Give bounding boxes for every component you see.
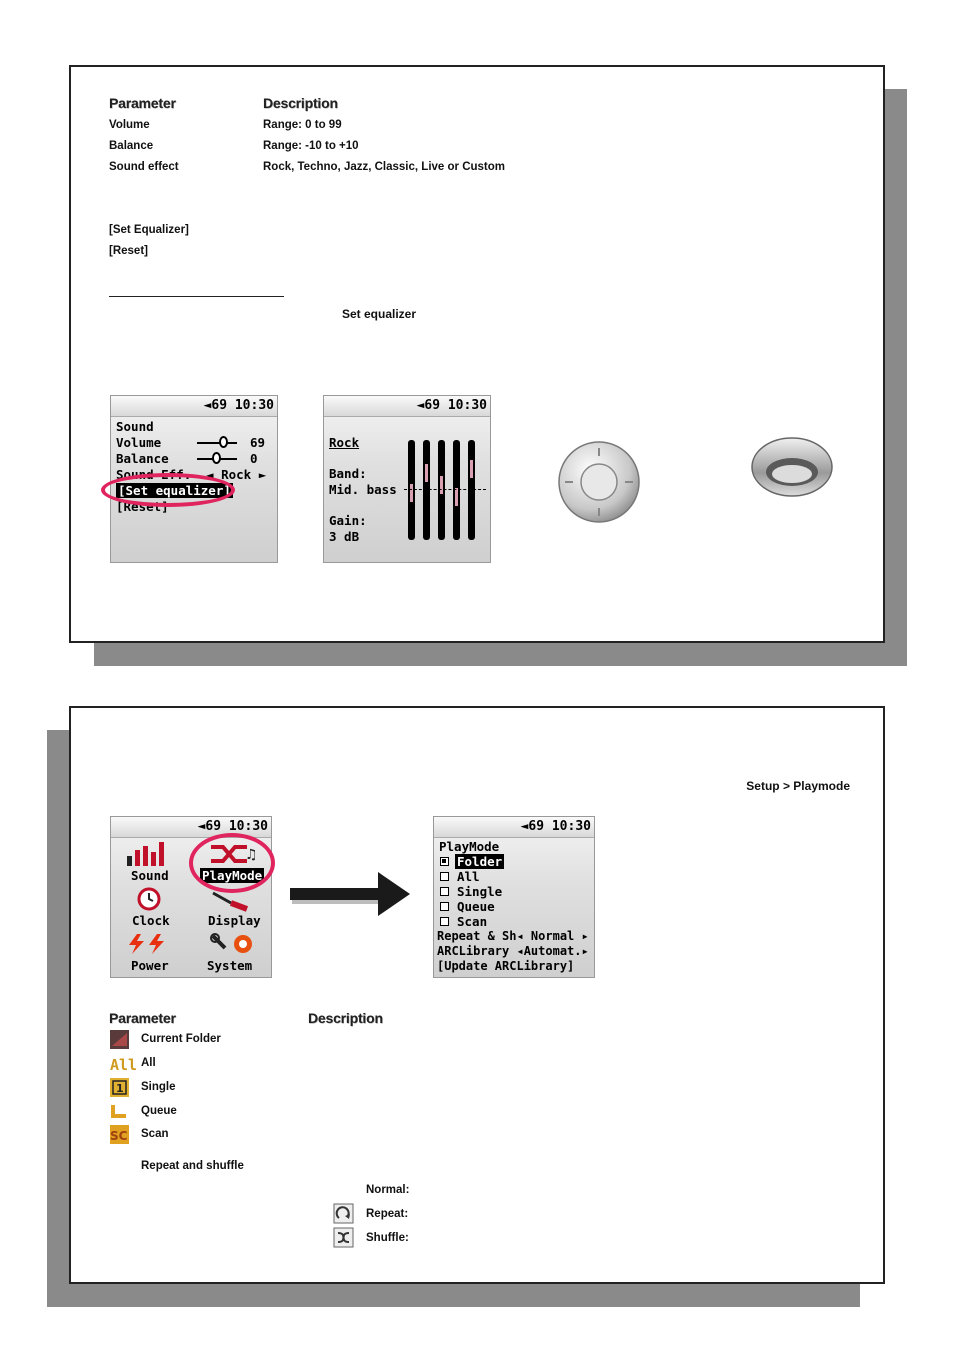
eq-band-level bbox=[470, 460, 473, 478]
menu-clock[interactable]: Clock bbox=[132, 913, 170, 928]
speaker-icon: ◄ bbox=[197, 819, 206, 834]
eq-bars bbox=[408, 440, 488, 540]
playmode-title: PlayMode bbox=[439, 839, 500, 854]
screen-volume-label: Volume bbox=[116, 435, 162, 450]
balance-value: 0 bbox=[250, 451, 258, 466]
balance-slider-knob bbox=[212, 452, 221, 464]
screen-balance-label: Balance bbox=[116, 451, 169, 466]
checkbox-all[interactable] bbox=[440, 872, 449, 881]
table-header-parameter: Parameter bbox=[109, 95, 176, 111]
eq-band-label: Band: bbox=[329, 466, 367, 481]
divider-line bbox=[109, 296, 284, 297]
menu-system[interactable]: System bbox=[207, 958, 253, 973]
table-header-parameter: Parameter bbox=[109, 1010, 176, 1026]
device-screen-playmode bbox=[433, 816, 595, 978]
arclibrary-row[interactable]: ARCLibrary ◂Automat.▸ bbox=[437, 944, 589, 958]
sub-shuffle: Shuffle: bbox=[366, 1232, 409, 1244]
screen-set-equalizer[interactable]: [Set equalizer] bbox=[118, 483, 231, 498]
param-balance: Balance bbox=[109, 140, 154, 152]
table-header-description: Description bbox=[263, 95, 338, 111]
status-bar bbox=[324, 396, 490, 417]
volume-value: 69 bbox=[250, 435, 266, 450]
checkbox-queue[interactable] bbox=[440, 902, 449, 911]
eq-preset: Rock bbox=[329, 435, 360, 450]
highlight-circle bbox=[189, 833, 275, 893]
menu-sound[interactable]: Sound bbox=[131, 868, 169, 883]
status-bar bbox=[434, 817, 594, 838]
param-current-folder: Current Folder bbox=[141, 1033, 221, 1045]
option-single[interactable]: Single bbox=[457, 884, 503, 899]
all-mode-icon bbox=[110, 1054, 138, 1074]
checkbox-single[interactable] bbox=[440, 887, 449, 896]
menu-playmode[interactable]: PlayMode bbox=[202, 868, 263, 883]
eq-zero-line bbox=[404, 489, 486, 490]
option-queue[interactable]: Queue bbox=[457, 899, 495, 914]
eq-band-bar[interactable] bbox=[423, 440, 430, 540]
param-sound-effect: Sound effect bbox=[109, 161, 179, 173]
status-text: 69 10:30 bbox=[424, 398, 487, 413]
caption-set-equalizer: Set equalizer bbox=[342, 307, 417, 321]
eq-band-level bbox=[440, 476, 443, 494]
highlight-circle bbox=[101, 473, 235, 507]
checkbox-folder[interactable] bbox=[440, 857, 449, 866]
power-icon bbox=[127, 932, 171, 956]
breadcrumb-path: Setup > Playmode bbox=[746, 779, 850, 793]
option-scan[interactable]: Scan bbox=[457, 914, 488, 929]
scan-mode-icon bbox=[110, 1125, 129, 1144]
status-bar bbox=[111, 396, 277, 417]
status-text: 69 10:30 bbox=[528, 819, 591, 834]
speaker-icon: ◄ bbox=[416, 398, 425, 413]
eq-band-level bbox=[425, 464, 428, 482]
param-set-equalizer: [Set Equalizer] bbox=[109, 224, 189, 236]
svg-text:1: 1 bbox=[116, 1082, 124, 1095]
system-icon bbox=[209, 932, 255, 956]
eq-band-level bbox=[410, 484, 413, 502]
menu-display[interactable]: Display bbox=[208, 913, 261, 928]
eq-band-level bbox=[455, 488, 458, 506]
param-volume: Volume bbox=[109, 119, 150, 131]
eq-band-value: Mid. bass bbox=[329, 482, 397, 497]
ok-button-icon bbox=[750, 434, 834, 500]
sub-repeat: Repeat: bbox=[366, 1208, 409, 1220]
table-header-description: Description bbox=[308, 1010, 383, 1026]
screen-sound-effect-label: Sound Eff. bbox=[116, 467, 192, 482]
device-screen-equalizer bbox=[323, 395, 491, 563]
param-queue: Queue bbox=[141, 1105, 177, 1117]
screen-title-sound: Sound bbox=[116, 419, 154, 434]
eq-band-bar[interactable] bbox=[468, 440, 475, 540]
clock-icon bbox=[137, 887, 161, 911]
svg-text:♫: ♫ bbox=[245, 847, 258, 863]
param-single: Single bbox=[141, 1081, 176, 1093]
menu-power[interactable]: Power bbox=[131, 958, 169, 973]
eq-gain-value: 3 dB bbox=[329, 529, 360, 544]
sub-normal: Normal: bbox=[366, 1184, 410, 1196]
repeat-icon bbox=[334, 1204, 353, 1223]
speaker-icon: ◄ bbox=[203, 398, 212, 413]
speaker-icon: ◄ bbox=[520, 819, 529, 834]
svg-text:SC: SC bbox=[110, 1129, 128, 1143]
arrow-right-icon bbox=[290, 870, 418, 926]
volume-slider-icon bbox=[197, 442, 237, 444]
option-all[interactable]: All bbox=[457, 869, 480, 884]
param-reset: [Reset] bbox=[109, 245, 148, 257]
desc-volume: Range: 0 to 99 bbox=[263, 119, 342, 131]
screen-reset: [Reset] bbox=[116, 499, 169, 514]
param-repeat-shuffle: Repeat and shuffle bbox=[141, 1160, 244, 1172]
sound-icon bbox=[127, 842, 171, 866]
volume-slider-knob bbox=[219, 436, 228, 448]
repeat-shuffle-row[interactable]: Repeat & Sh◂ Normal ▸ bbox=[437, 929, 589, 943]
desc-sound-effect: Rock, Techno, Jazz, Classic, Live or Custom bbox=[263, 161, 505, 173]
param-scan: Scan bbox=[141, 1128, 169, 1140]
single-mode-icon bbox=[110, 1078, 129, 1097]
update-arclibrary-row[interactable]: [Update ARCLibrary] bbox=[437, 959, 575, 973]
panel-sound-settings bbox=[69, 65, 885, 643]
sound-effect-value: ◄ Rock ► bbox=[206, 467, 267, 482]
eq-gain-label: Gain: bbox=[329, 513, 367, 528]
shuffle-icon bbox=[334, 1228, 353, 1247]
svg-text:All: All bbox=[110, 1056, 138, 1074]
checkbox-scan[interactable] bbox=[440, 917, 449, 926]
panel-playmode-settings bbox=[69, 706, 885, 1284]
param-all: All bbox=[141, 1057, 156, 1069]
folder-mode-icon bbox=[110, 1030, 129, 1049]
queue-mode-icon bbox=[110, 1102, 129, 1121]
option-folder[interactable]: Folder bbox=[457, 854, 503, 869]
status-text: 69 10:30 bbox=[211, 398, 274, 413]
status-text: 69 10:30 bbox=[205, 819, 268, 834]
desc-balance: Range: -10 to +10 bbox=[263, 140, 359, 152]
dpad-icon bbox=[557, 440, 641, 524]
